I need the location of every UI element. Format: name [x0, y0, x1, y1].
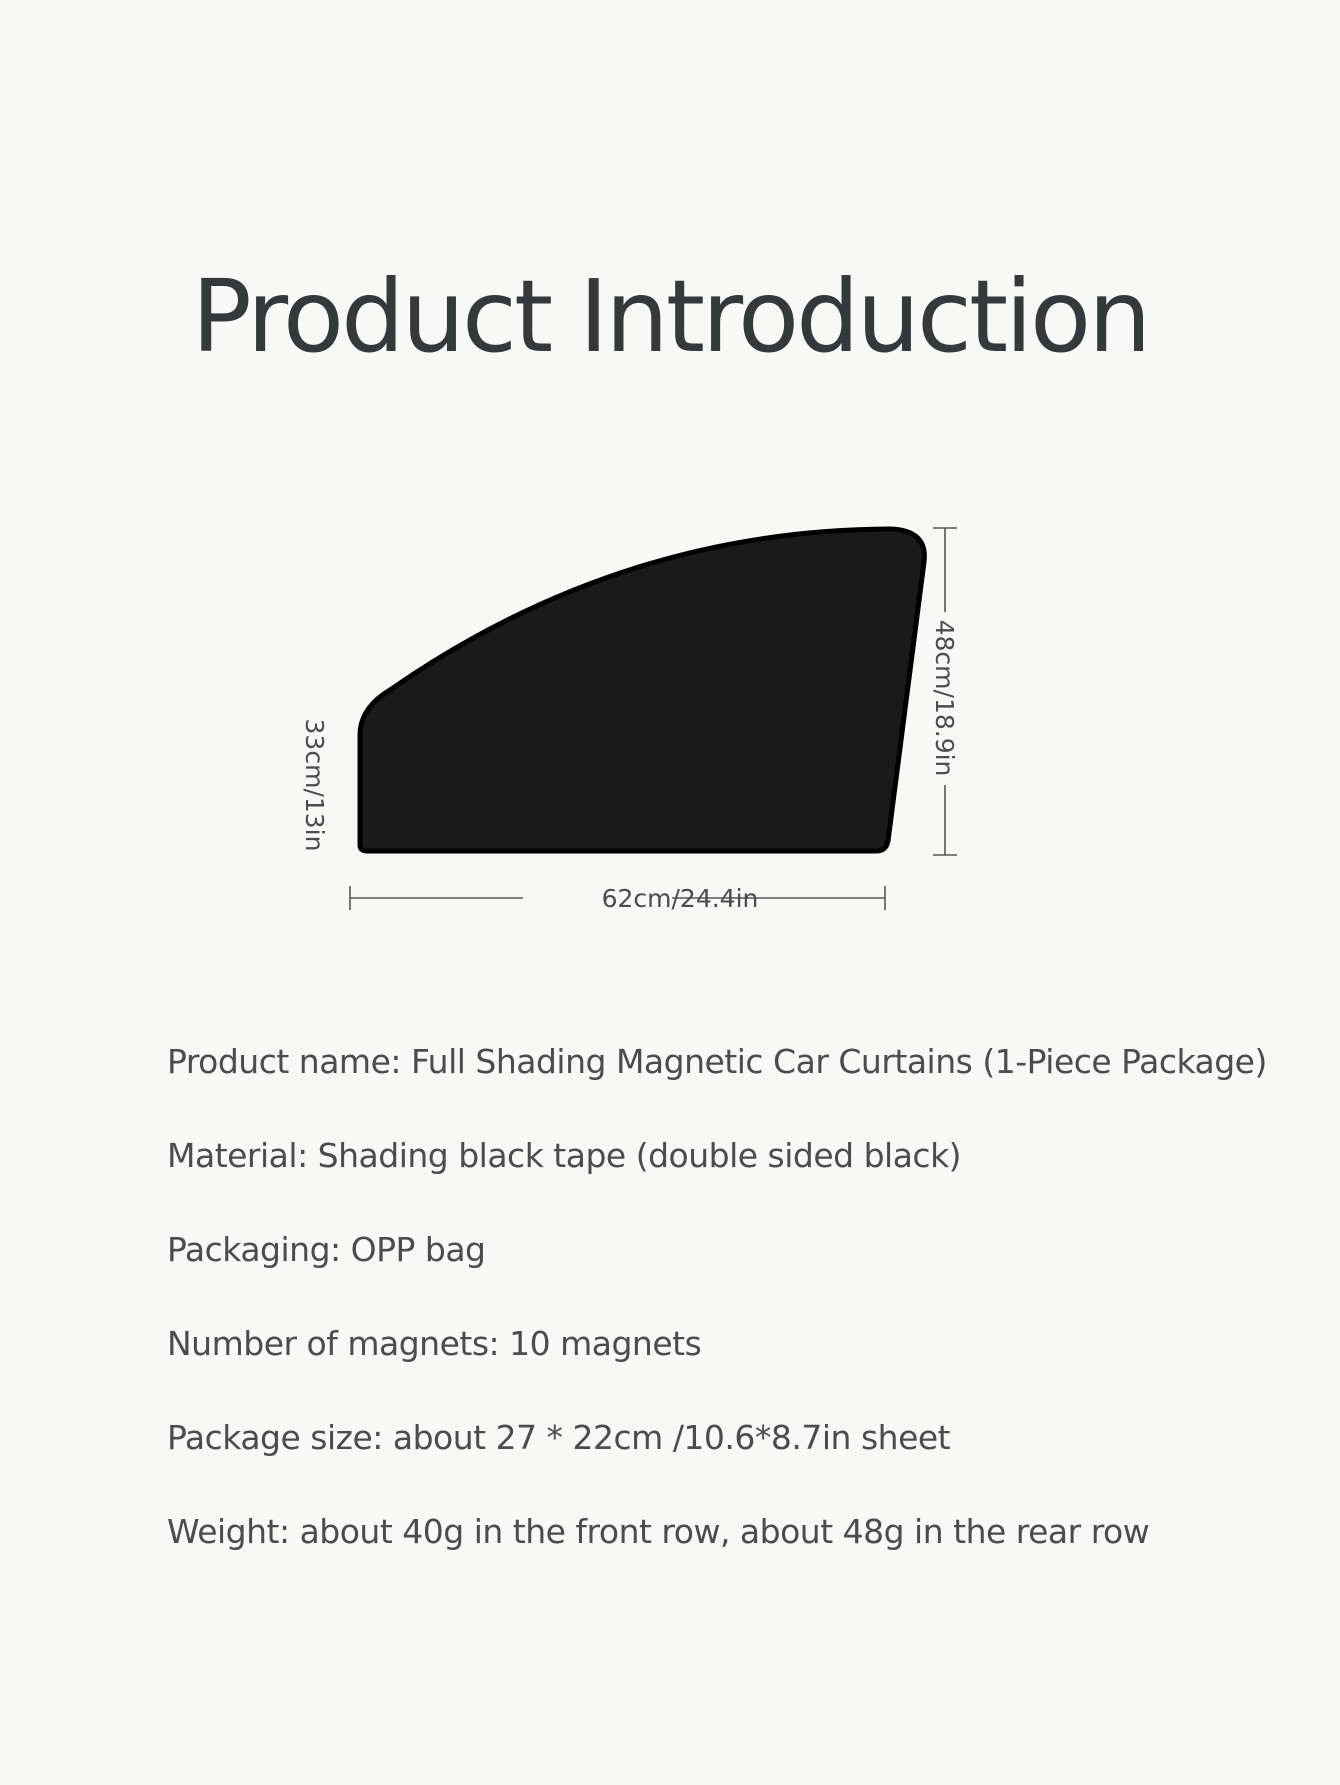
spec-package-size: Package size: about 27 * 22cm /10.6*8.7in sheet [167, 1418, 951, 1457]
left-height-label: 33cm/13in [300, 718, 329, 852]
spec-product-name: Product name: Full Shading Magnetic Car Curtains (1-Piece Package) [167, 1042, 1267, 1081]
spec-packaging: Packaging: OPP bag [167, 1230, 486, 1269]
width-label: 62cm/24.4in [601, 884, 759, 913]
spec-list [167, 1040, 1317, 1604]
spec-material: Material: Shading black tape (double sided black) [167, 1136, 962, 1175]
spec-magnets: Number of magnets: 10 magnets [167, 1324, 702, 1363]
right-height-label: 48cm/18.9in [930, 619, 959, 777]
spec-weight: Weight: about 40g in the front row, about 48g in the rear row [167, 1512, 1150, 1551]
page-title: Product Introduction [191, 258, 1149, 375]
curtain-shape [360, 529, 924, 851]
